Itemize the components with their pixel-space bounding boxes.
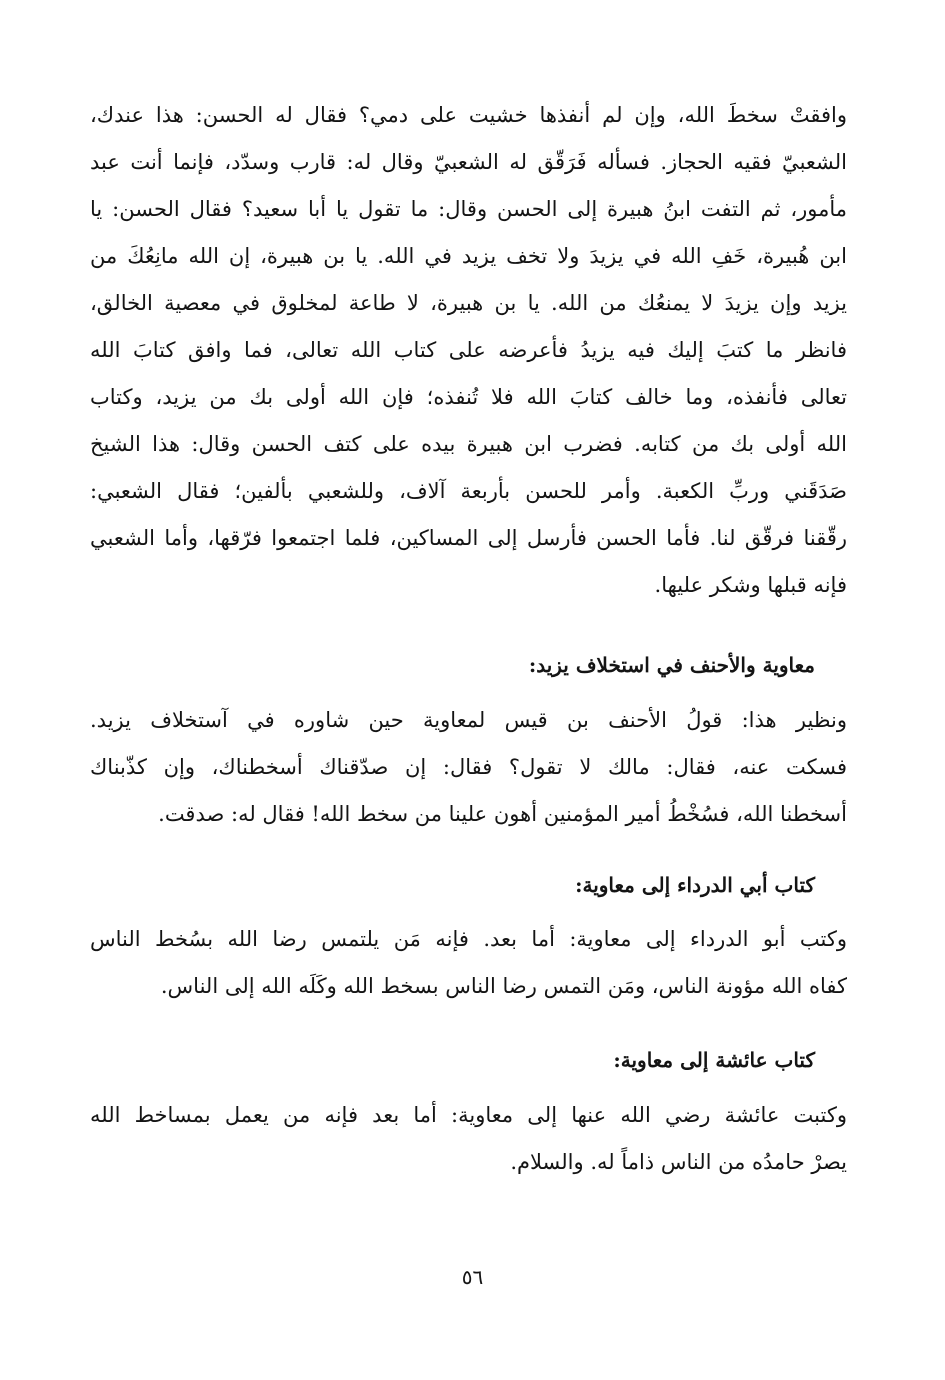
text-line: أسخطنا الله، فسُخْطُ أمير المؤمنين أهون علينا من سخط الله! فقال له: صدقت.	[158, 802, 847, 826]
text-line: تعالى فأنفذه، وما خالف كتابَ الله فلا تُنفذه؛ فإن الله أولى بك من يزيد، وكتاب	[90, 385, 847, 409]
text-line: فانظر ما كتبَ إليك فيه يزيدُ فأعرضه على كتاب الله تعالى، فما وافق كتابَ الله	[90, 338, 847, 362]
text-line: الشعبيّ فقيه الحجاز. فسأله فَرَقّق له الشعبيّ وقال له: قارب وسدّد، فإنما أنت عبد	[90, 150, 847, 174]
page-number: ٥٦	[461, 1265, 484, 1289]
text-line: فإنه قبلها وشكر عليها.	[654, 573, 847, 597]
text-line: يصرْ حامدُه من الناس ذاماً له. والسلام.	[510, 1150, 847, 1174]
paragraph-abu-darda	[90, 916, 847, 1010]
text-line: مأمور، ثم التفت ابنُ هبيرة إلى الحسن وقال: ما تقول يا أبا سعيد؟ فقال الحسن: يا	[90, 197, 847, 221]
text-line: ونظير هذا: قولُ الأحنف بن قيس لمعاوية حين شاوره في آستخلاف يزيد.	[90, 708, 847, 732]
text-line: رقّقنا فرقّق لنا. فأما الحسن فأرسل إلى المساكين، فلما اجتمعوا فرّقها، وأما الشعبي	[90, 526, 847, 550]
text-line: وكتب أبو الدرداء إلى معاوية: أما بعد. فإنه مَن يلتمس رضا الله بسُخط الناس	[90, 927, 847, 951]
text-line: وكتبت عائشة رضي الله عنها إلى معاوية: أما بعد فإنه من يعمل بمساخط الله	[90, 1103, 847, 1127]
paragraph-aisha	[90, 1092, 847, 1186]
section-heading-aisha: كتاب عائشة إلى معاوية:	[613, 1048, 815, 1072]
text-line: صَدَقَني وربِّ الكعبة. وأمر للحسن بأربعة آلاف، وللشعبي بألفين؛ فقال الشعبي:	[90, 479, 847, 503]
text-line: الله أولى بك من كتابه. فضرب ابن هبيرة بيده على كتف الحسن وقال: هذا الشيخ	[90, 432, 847, 456]
text-line: كفاه الله مؤونة الناس، ومَن التمس رضا الناس بسخط الله وكَلَه الله إلى الناس.	[160, 974, 847, 998]
text-line: فسكت عنه، فقال: مالك لا تقول؟ فقال: إن صدّقناك أسخطناك، وإن كذّبناك	[90, 755, 847, 779]
section-heading-abu-darda: كتاب أبي الدرداء إلى معاوية:	[575, 873, 815, 897]
section-heading-muawiya-ahnaf: معاوية والأحنف في استخلاف يزيد:	[528, 653, 815, 677]
paragraph-ahnaf	[90, 697, 847, 838]
text-line: ابن هُبيرة، خَفِ الله في يزيدَ ولا تخف يزيد في الله. يا بن هبيرة، إن الله مانِعُكَ من	[90, 244, 847, 268]
text-line: وافقتْ سخطَ الله، وإن لم أنفذها خشيت على دمي؟ فقال له الحسن: هذا عندك،	[90, 103, 847, 127]
text-line: يزيد وإن يزيدَ لا يمنعُك من الله. يا بن هبيرة، لا طاعة لمخلوق في معصية الخالق،	[90, 291, 847, 315]
paragraph-hasan-ibn-hubayra	[90, 92, 847, 609]
